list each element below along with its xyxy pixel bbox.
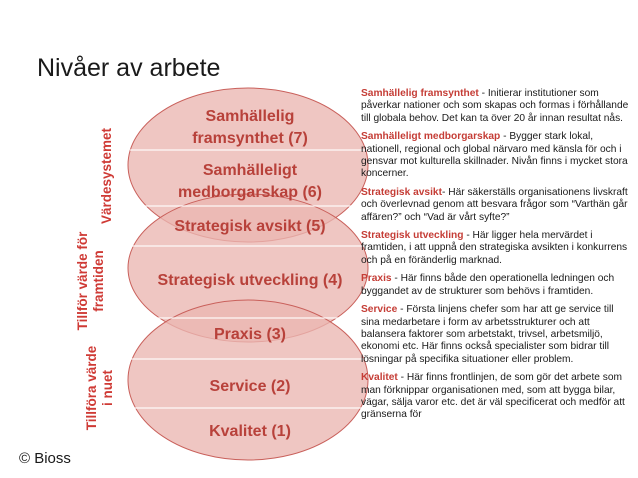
description-level-1: Kvalitet - Här finns frontlinjen, de som gör det arbete som man förknippar organisationen med, som att bygga bilar, vägar, sälja varor etc. det är väl specificerat och medför att gränserna för bbox=[361, 372, 625, 421]
copyright-notice: © Bioss bbox=[19, 450, 71, 467]
level-2-label: Service (2) bbox=[209, 378, 291, 395]
description-level-6: Samhälleligt medborgarskap - Bygger stark lokal, nationell, regional och global närvaro med känsla för och i gensvar mot kulturella skillnader. Nivån finns i mycket stora koncerner. bbox=[361, 131, 628, 180]
present-value-label bbox=[84, 343, 116, 433]
level-3-label: Praxis (3) bbox=[213, 326, 287, 343]
level-6-line2: medborgarskap (6) bbox=[177, 184, 323, 201]
level-descriptions bbox=[361, 88, 633, 478]
future-value-label bbox=[75, 226, 107, 336]
page-title: Nivåer av arbete bbox=[37, 54, 221, 82]
level-6-line1: Samhälleligt bbox=[202, 162, 298, 179]
description-level-5: Strategisk avsikt- Här säkerställs organisationens livskraft och överlevnad genom att besvara frågor som “Varthän går affären?” och “Vad är vårt syfte?” bbox=[361, 186, 628, 223]
description-level-2: Service - Första linjens chefer som har att ge service till sina medarbetare i form av arbetsstrukturer och att balansera faktorer som arbetstakt, trivsel, arbetsmiljö, ekonomi etc. Här finns också specialister som bidrar till lösningar på specifika situationer eller problem. bbox=[361, 304, 614, 365]
future-value-line1: Tillför värde för bbox=[75, 231, 90, 331]
level-6-label bbox=[150, 160, 350, 204]
present-value-line1: Tillföra värde bbox=[84, 345, 99, 431]
description-level-4: Strategisk utveckling - Här ligger hela mervärdet i framtiden, i att uppnå den strategiska avsikten i konkurrens och på en föränderlig marknad. bbox=[361, 230, 628, 266]
level-7-line1: Samhällelig bbox=[205, 108, 295, 125]
level-7-label bbox=[160, 106, 340, 150]
level-1-label: Kvalitet (1) bbox=[209, 423, 291, 440]
present-value-line2: i nuet bbox=[100, 370, 115, 406]
value-system-label: Värdesystemet bbox=[99, 127, 114, 225]
future-value-line2: framtiden bbox=[91, 250, 106, 312]
description-level-3: Praxis - Här finns både den operationella ledningen och byggandet av de strukturer som behövs i framtiden. bbox=[361, 273, 615, 297]
level-4-label: Strategisk utveckling (4) bbox=[157, 272, 343, 289]
level-7-line2: framsynthet (7) bbox=[192, 130, 308, 147]
description-level-7: Samhällelig framsynthet - Initierar institutioner som påverkar nationer och som skapas och formas i förhållande till globala behov. Det kan ta över 20 år innan resultat nås. bbox=[361, 88, 629, 124]
level-5-label: Strategisk avsikt (5) bbox=[174, 218, 326, 235]
